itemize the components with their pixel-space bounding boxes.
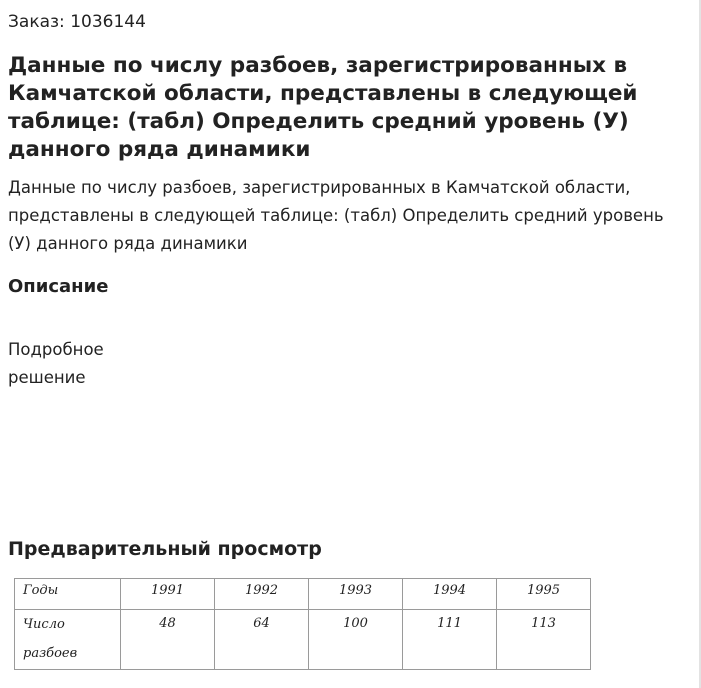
year-cell: 1993 [309,579,403,610]
description-text: Подробное решение [8,340,104,387]
year-cell: 1992 [215,579,309,610]
count-label-line: Число [23,617,65,632]
year-cell: 1995 [497,579,591,610]
page-lead-text: Данные по числу разбоев, зарегистрированных в Камчатской области, представлены в следующей таблице: (табл) Определить средний уровень (У) данного ряда динамики [8,178,664,253]
order-number-line [8,10,146,34]
year-cell: 1991 [121,579,215,610]
table-row [15,610,591,670]
order-label: Заказ: [8,12,65,32]
count-cell: 113 [497,610,591,670]
description-heading: Описание [8,276,109,297]
order-number: 1036144 [70,12,146,32]
page-title: Данные по числу разбоев, зарегистрированных в Камчатской области, представлены в следующей таблице: (табл) Определить средний уровень (У) данного ряда динамики [8,53,638,162]
count-cell: 64 [215,610,309,670]
count-cell: 111 [403,610,497,670]
years-label-cell: Годы [15,579,121,610]
preview-table [14,578,591,670]
count-label-cell [15,610,121,670]
count-cell: 48 [121,610,215,670]
year-cell: 1994 [403,579,497,610]
count-label-line: разбоев [23,646,78,661]
preview-heading: Предварительный просмотр [8,538,322,560]
table-row [15,579,591,610]
count-cell: 100 [309,610,403,670]
